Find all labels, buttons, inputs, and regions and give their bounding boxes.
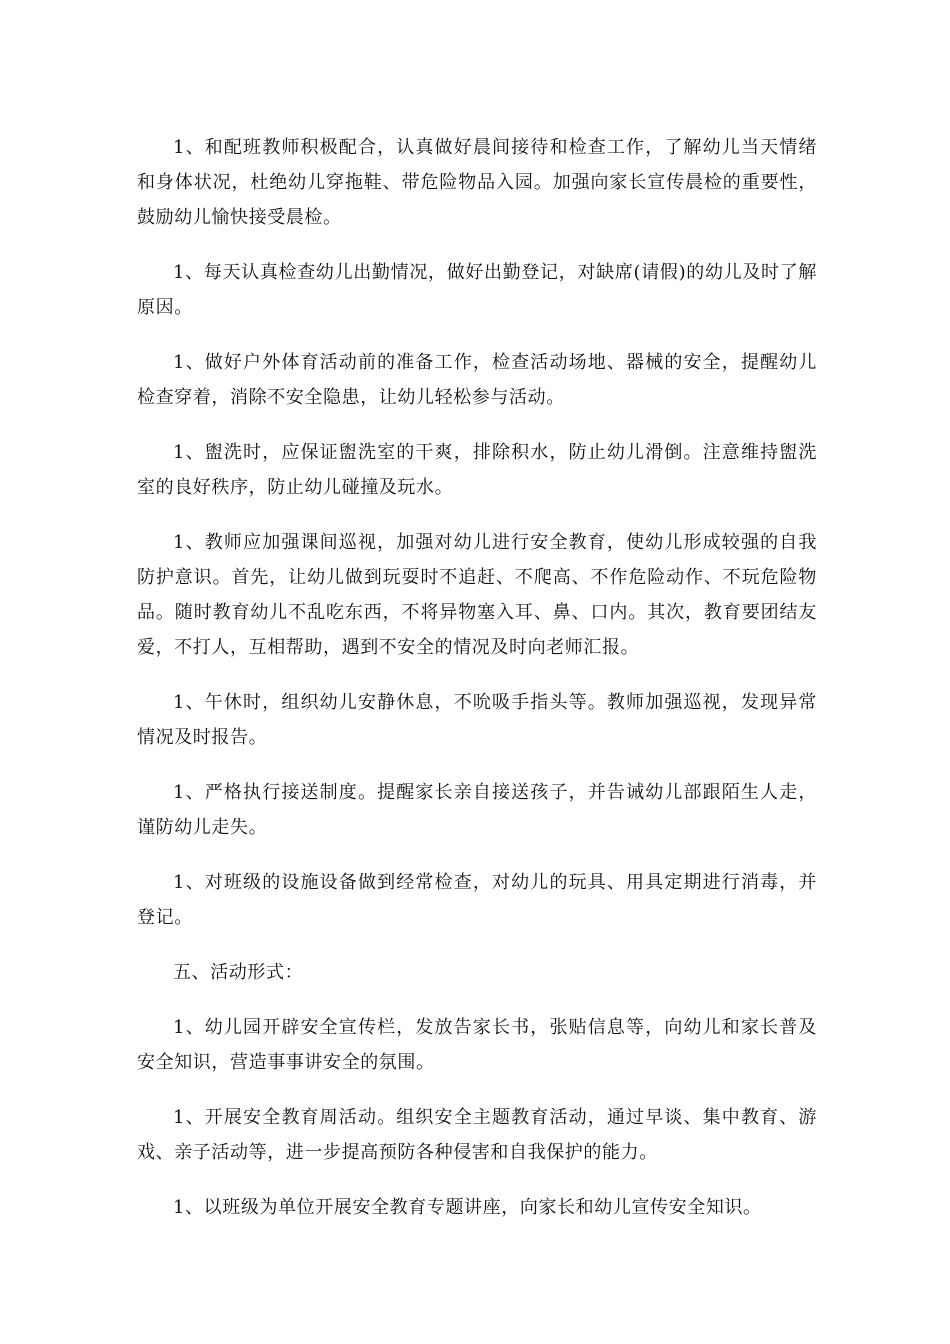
paragraph-facility-check: 1、对班级的设施设备做到经常检查，对幼儿的玩具、用具定期进行消毒，并登记。 (137, 872, 817, 928)
paragraph-class-patrol: 1、教师应加强课间巡视，加强对幼儿进行安全教育，使幼儿形成较强的自我防护意识。首先，让幼儿做到玩耍时不追赶、不爬高、不作危险动作、不玩危险物品。随时教育幼儿不乱吃东西，不将异物塞入耳、鼻、口内。其次，教育要团结友爱，不打人，互相帮助，遇到不安全的情况及时向老师汇报。 (137, 532, 817, 658)
paragraph-bulletin: 1、幼儿园开辟安全宣传栏，发放告家长书，张贴信息等，向幼儿和家长普及安全知识，营造事事讲安全的氛围。 (137, 1017, 817, 1073)
paragraph-outdoor-activity: 1、做好户外体育活动前的准备工作，检查活动场地、器械的安全，提醒幼儿检查穿着，消除不安全隐患，让幼儿轻松参与活动。 (137, 352, 817, 408)
paragraph-washroom: 1、盥洗时，应保证盥洗室的干爽，排除积水，防止幼儿滑倒。注意维持盥洗室的良好秩序，防止幼儿碰撞及玩水。 (137, 442, 817, 498)
paragraph-pickup: 1、严格执行接送制度。提醒家长亲自接送孩子，并告诫幼儿部跟陌生人走，谨防幼儿走失。 (137, 782, 817, 838)
paragraph-lecture: 1、以班级为单位开展安全教育专题讲座，向家长和幼儿宣传安全知识。 (173, 1197, 762, 1218)
paragraph-morning-check: 1、和配班教师积极配合，认真做好晨间接待和检查工作，了解幼儿当天情绪和身体状况，杜绝幼儿穿拖鞋、带危险物品入园。加强向家长宣传晨检的重要性，鼓励幼儿愉快接受晨检。 (137, 137, 817, 228)
paragraph-attendance: 1、每天认真检查幼儿出勤情况，做好出勤登记，对缺席(请假)的幼儿及时了解原因。 (137, 262, 817, 318)
document-body (137, 130, 817, 1245)
paragraph-safety-week: 1、开展安全教育周活动。组织安全主题教育活动，通过早谈、集中教育、游戏、亲子活动等，进一步提高预防各种侵害和自我保护的能力。 (137, 1107, 817, 1163)
section-heading-activity-forms: 五、活动形式： (173, 962, 304, 983)
paragraph-nap-time: 1、午休时，组织幼儿安静休息，不吮吸手指头等。教师加强巡视，发现异常情况及时报告。 (137, 692, 817, 748)
